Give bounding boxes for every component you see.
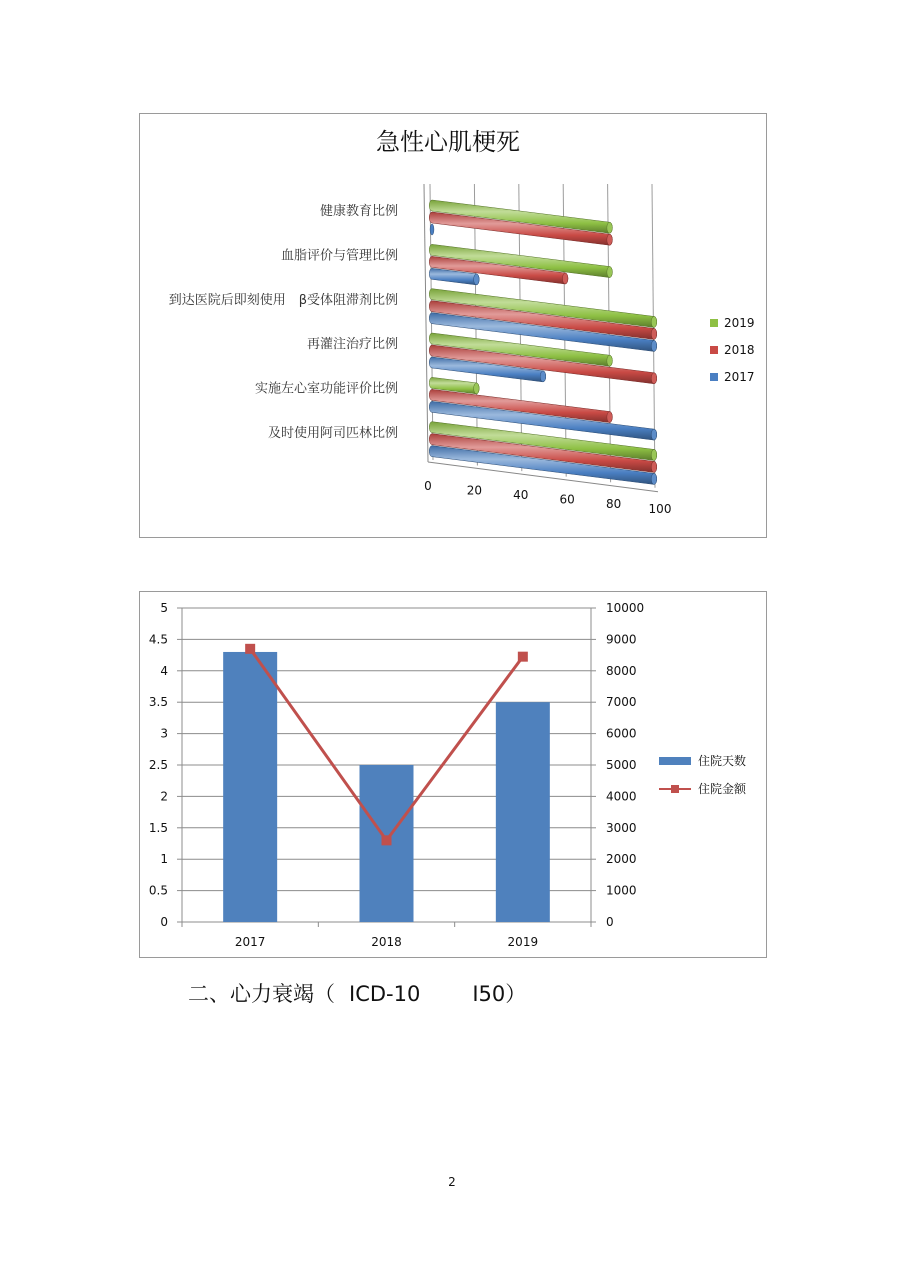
left-tick-label: 3 [160,726,168,741]
value-axis-back [424,184,428,462]
ami-chart-svg [140,114,768,539]
bar-2019 [496,702,550,922]
bar-cap-2017 [474,274,480,285]
x-tick-label: 60 [559,492,575,507]
x-tick-label: 2018 [371,935,402,949]
x-tick-label: 80 [605,497,622,512]
bar-2017 [430,224,434,235]
left-tick-label: 0 [160,915,168,929]
bar-cap-2017 [651,340,657,351]
left-tick-label: 4.5 [148,632,168,647]
legend-label: 2019 [724,316,755,330]
right-tick-label: 10000 [606,601,645,615]
hospital-stay-chart-svg [140,592,768,959]
x-tick-label: 2019 [507,935,539,949]
legend-swatch [710,319,718,327]
bar-cap-2018 [607,234,613,245]
section-heading-code2: I50） [472,982,527,1006]
left-tick-label: 1.5 [148,820,168,835]
right-tick-label: 1000 [606,883,637,898]
x-tick-label: 2017 [234,935,266,949]
section-heading-code: ICD-10 [349,982,421,1006]
bar-cap-2018 [607,412,613,423]
section-heading [188,978,526,1008]
right-tick-label: 0 [606,915,614,929]
section-heading-prefix: 二、心力衰竭（ [188,982,335,1006]
left-tick-label: 4 [160,663,168,678]
bar-cap-2018 [651,328,657,339]
legend-swatch-marker [671,785,679,793]
bars [429,200,657,484]
left-tick-label: 5 [160,601,168,615]
bar-cap-2019 [651,316,657,327]
category-label: 到达医院后即刻使用 β受体阻滞剂比例 [168,292,398,308]
legend-label: 住院天数 [698,754,747,768]
right-tick-label: 4000 [606,789,637,804]
legend-label: 住院金额 [698,782,747,796]
bar-cap-2017 [651,429,657,440]
page-number: 2 [448,1175,456,1189]
line-marker-2019 [518,652,528,662]
category-label: 及时使用阿司匹林比例 [267,425,398,441]
right-tick-label: 9000 [606,632,637,647]
left-tick-label: 1 [160,852,168,867]
bar-cap-2019 [651,449,657,460]
right-tick-label: 3000 [606,820,637,835]
right-tick-label: 6000 [606,726,637,741]
line-marker-2018 [382,835,392,845]
bar-cap-2018 [562,273,568,284]
hospital-stay-chart [139,591,767,958]
legend-label: 2017 [724,370,755,384]
line-marker-2017 [245,644,255,654]
right-tick-label: 7000 [606,695,637,710]
left-tick-label: 2.5 [148,758,168,772]
ami-chart [139,113,767,538]
bar-cap-2019 [474,383,480,394]
left-tick-label: 0.5 [148,883,168,898]
x-tick-label: 20 [466,483,483,498]
right-tick-label: 8000 [606,663,637,678]
category-label: 实施左心室功能评价比例 [254,381,398,397]
legend-swatch-bar [659,757,691,765]
x-tick-label: 40 [513,488,529,503]
legend-swatch [710,373,718,381]
left-tick-label: 2 [160,789,168,804]
bar-cap-2019 [607,222,613,233]
legend-label: 2018 [724,343,755,357]
bar-2017 [223,652,277,922]
bar-cap-2018 [651,461,657,472]
right-tick-label: 2000 [606,852,637,867]
bar-cap-2017 [651,473,657,484]
legend-swatch [710,346,718,354]
x-tick-label: 0 [424,479,432,493]
category-label: 血脂评价与管理比例 [280,248,398,264]
right-tick-label: 5000 [606,758,637,772]
bar-cap-2017 [540,371,546,382]
category-label: 健康教育比例 [319,204,398,220]
left-tick-label: 3.5 [148,695,168,710]
category-label: 再灌注治疗比例 [306,337,398,353]
chart-title: 急性心肌梗死 [376,128,520,156]
bar-cap-2019 [607,355,613,366]
bar-cap-2018 [651,373,657,384]
x-tick-label: 100 [648,501,672,516]
bar-cap-2019 [607,267,613,278]
